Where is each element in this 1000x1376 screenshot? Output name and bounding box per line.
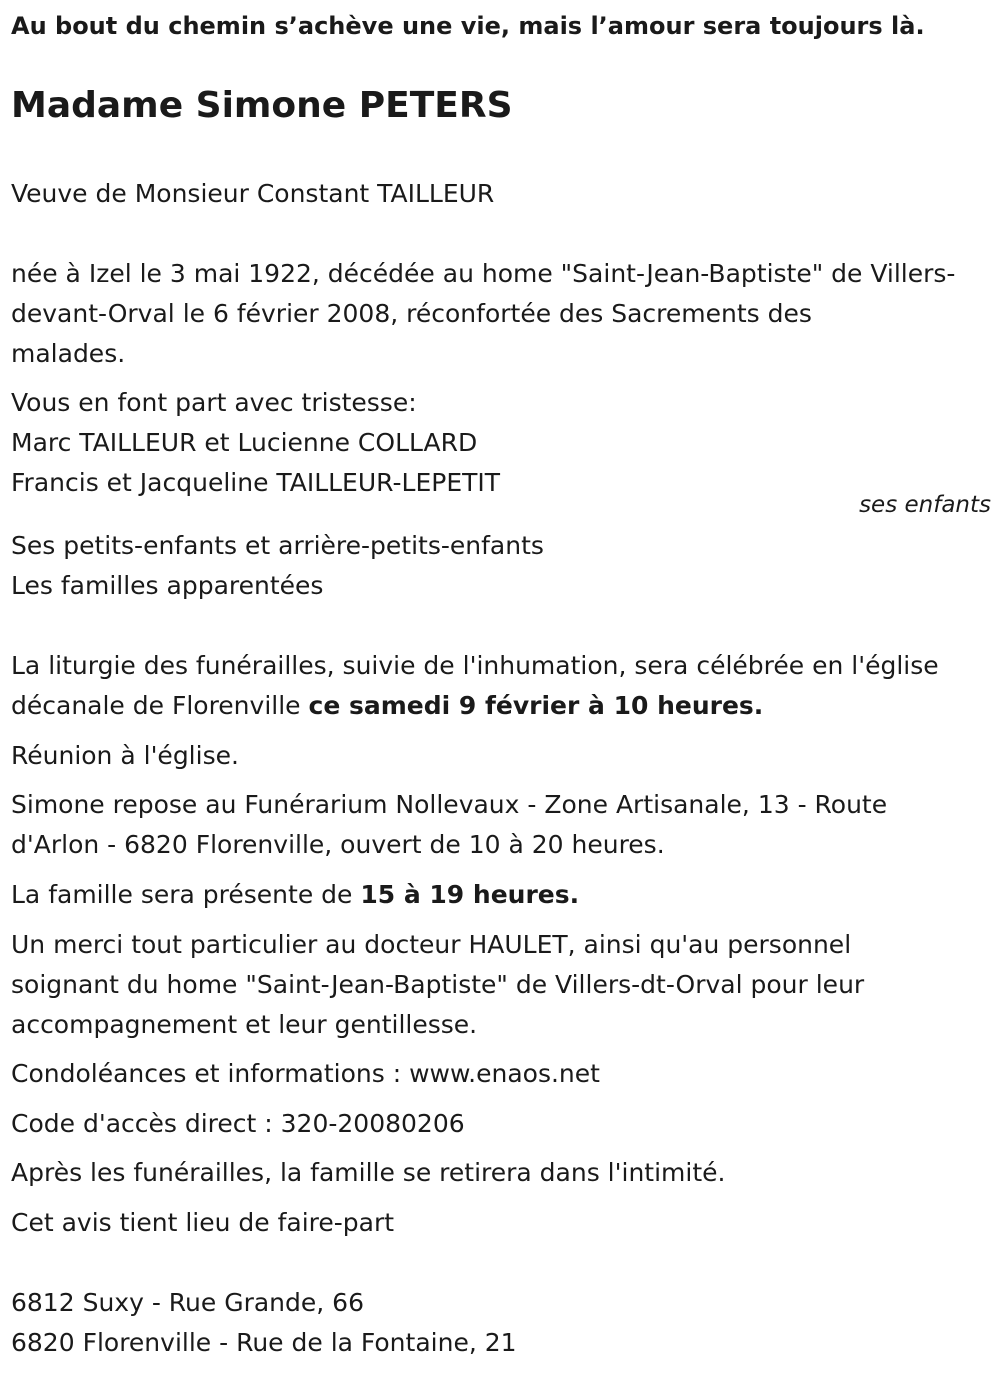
liturgy-line-1: La liturgie des funérailles, suivie de l'inhumation, sera célébrée en l'église xyxy=(11,651,939,680)
birth-line-1: née à Izel le 3 mai 1922, décédée au home "Saint-Jean-Baptiste" de Villers- xyxy=(11,259,956,288)
rest-line-1: Simone repose au Funérarium Nollevaux - Zone Artisanale, 13 - Route xyxy=(11,790,888,819)
access-code-line: Code d'accès direct : 320-20080206 xyxy=(11,1109,465,1138)
condolences-line: Condoléances et informations : www.enaos.net xyxy=(11,1059,600,1088)
birth-line-3: malades. xyxy=(11,339,126,368)
children-note: ses enfants xyxy=(859,492,991,518)
thanks-line-2: soignant du home "Saint-Jean-Baptiste" de Villers-dt-Orval pour leur xyxy=(11,970,865,999)
thanks-line-3: accompagnement et leur gentillesse. xyxy=(11,1010,478,1039)
address-line-2: 6820 Florenville - Rue de la Fontaine, 21 xyxy=(11,1328,517,1357)
rest-line-2: d'Arlon - 6820 Florenville, ouvert de 10 à 20 heures. xyxy=(11,830,665,859)
family-presence-text: La famille sera présente de xyxy=(11,880,361,909)
announce-line: Vous en font part avec tristesse: xyxy=(11,388,417,417)
liturgy-place: décanale de Florenville xyxy=(11,691,309,720)
birth-line-2: devant-Orval le 6 février 2008, réconfortée des Sacrements des xyxy=(11,299,812,328)
notice-line: Cet avis tient lieu de faire-part xyxy=(11,1208,395,1237)
family-presence-line xyxy=(11,875,991,915)
deceased-name: Madame Simone PETERS xyxy=(11,85,513,126)
grandchildren-line: Ses petits-enfants et arrière-petits-enfants xyxy=(11,531,544,560)
widow-line: Veuve de Monsieur Constant TAILLEUR xyxy=(11,179,495,208)
liturgy-line-2 xyxy=(11,686,991,726)
thanks-line-1: Un merci tout particulier au docteur HAULET, ainsi qu'au personnel xyxy=(11,930,852,959)
family-presence-hours: 15 à 19 heures. xyxy=(360,880,580,909)
address-line-1: 6812 Suxy - Rue Grande, 66 xyxy=(11,1288,364,1317)
motto-heading: Au bout du chemin s’achève une vie, mais l’amour sera toujours là. xyxy=(11,12,925,40)
child-line-1: Marc TAILLEUR et Lucienne COLLARD xyxy=(11,428,478,457)
after-funeral-line: Après les funérailles, la famille se retirera dans l'intimité. xyxy=(11,1158,726,1187)
liturgy-datetime: ce samedi 9 février à 10 heures. xyxy=(308,691,764,720)
families-line: Les familles apparentées xyxy=(11,571,324,600)
meeting-line: Réunion à l'église. xyxy=(11,741,239,770)
child-line-2: Francis et Jacqueline TAILLEUR-LEPETIT xyxy=(11,468,501,497)
